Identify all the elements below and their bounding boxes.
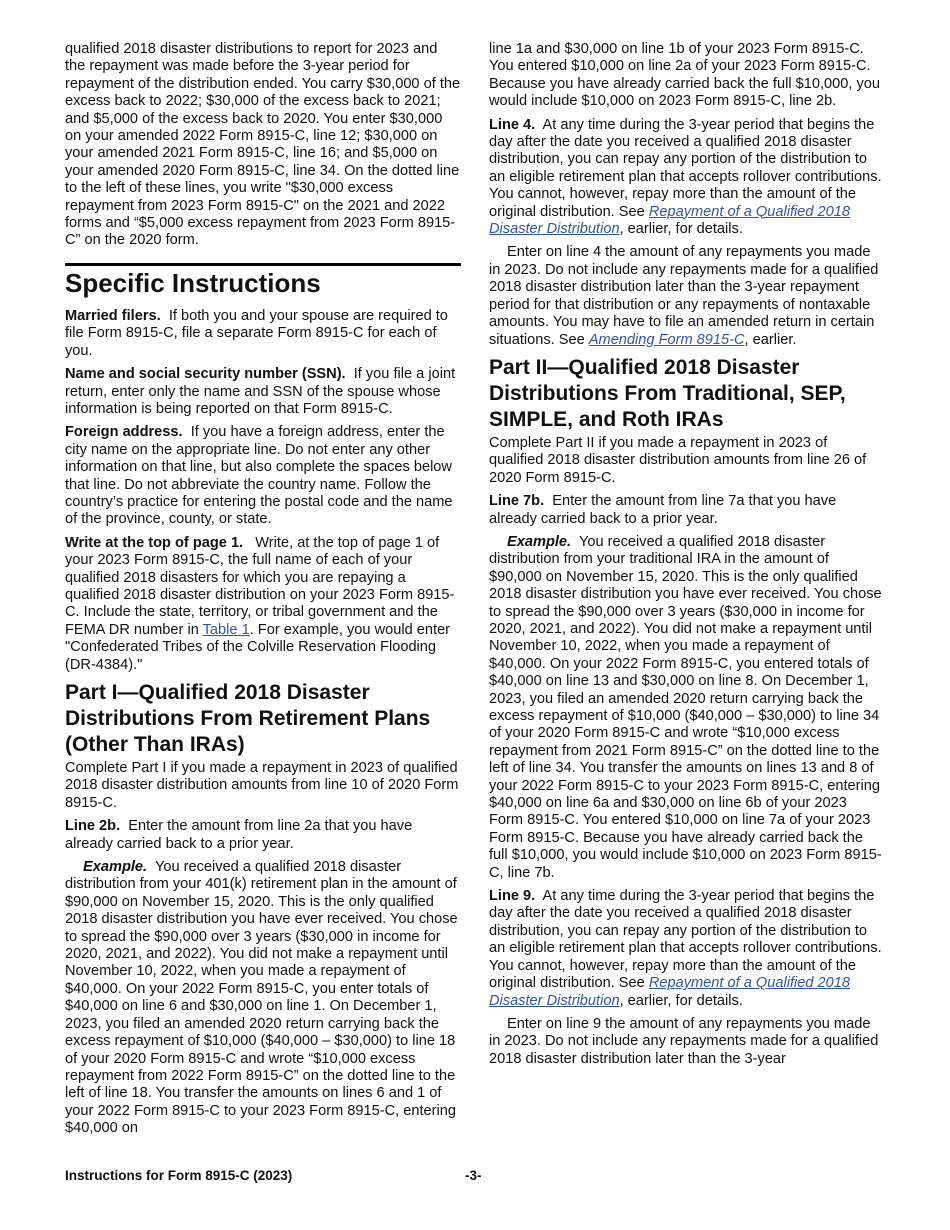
write-top-label: Write at the top of page 1. bbox=[65, 534, 244, 551]
example-paragraph-right bbox=[489, 534, 884, 882]
married-filers-text: If both you and your spouse are required to file Form 8915-C, file a separate Form 8915-C for each of you. bbox=[65, 307, 448, 359]
line-7b-text: Enter the amount from line 7a that you have already carried back to a prior year. bbox=[489, 493, 837, 527]
repayment-link-line-4[interactable]: Repayment of a Qualified 2018 Disaster Distribution bbox=[489, 203, 851, 238]
line-9-label: Line 9. bbox=[489, 888, 536, 905]
repayment-link-line-9[interactable]: Repayment of a Qualified 2018 Disaster Distribution bbox=[489, 975, 851, 1009]
example-text-left: You received a qualified 2018 disaster distribution from your 401(k) retirement plan in the amount of $90,000 on November 15, 2020. This is the only qualified 2018 disaster distribution you have ever received. You chose to spread the $90,000 over 3 years ($30,000 in income for 2020, 2021, and 2022). You did not make a repayment until November 10, 2022, when you made a repayment of $40,000. On your 2022 Form 8915-C, you enter totals of $40,000 on line 6 and $30,000 on line 1. On December 1, 2023, you filed an amended 2020 return carrying back the excess repayment of $10,000 ($40,000 – $30,000) to line 18 of your 2020 Form 8915-C and wrote “$10,000 excess repayment from 2022 Form 8915-C” on the dotted line to the left of line 18. You transfer the amounts on lines 6 and 1 of your 2022 Form 8915-C to your 2023 Form 8915-C, entering $40,000 on bbox=[65, 859, 458, 1137]
line-9-text-end: , earlier, for details. bbox=[619, 992, 743, 1009]
left-column bbox=[65, 41, 461, 1144]
right-column bbox=[489, 41, 884, 1074]
footer-title: Instructions for Form 8915-C (2023) bbox=[65, 1168, 293, 1183]
example-label-left: Example. bbox=[83, 859, 148, 876]
line-7b-paragraph bbox=[489, 493, 884, 528]
part-2-intro: Complete Part II if you made a repayment in 2023 of qualified 2018 disaster distribution amounts from line 26 of 2020 Form 8915-C. bbox=[489, 434, 867, 486]
line-4-second-text: Enter on line 4 the amount of any repayments you made in 2023. Do not include any repayments made for a qualified 2018 disaster distribution later than the 3-year repayment period for that distribution or any repayments of nontaxable amounts. You may have to file an amended return in certain situations. See bbox=[489, 244, 879, 348]
example-paragraph-left bbox=[65, 859, 461, 1138]
line-2b-text: Enter the amount from line 2a that you have already carried back to a prior year. bbox=[65, 818, 413, 852]
line-4-text: At any time during the 3-year period that begins the day after the date you received a qualified 2018 disaster distribution, you can repay any portion of the distribution to an eligible retirement plan that accepts rollover contributions. You cannot, however, repay more than the amount of the original distribution. See bbox=[489, 116, 882, 220]
continuation-paragraph: line 1a and $30,000 on line 1b of your 2023 Form 8915-C. You entered $10,000 on line 2a of your 2023 Form 8915-C. Because you have already carried back the full $10,000, you would include $10,000 on 2023 Form 8915-C, line 2b. bbox=[489, 41, 881, 110]
line-2b-paragraph bbox=[65, 818, 461, 853]
ssn-text: If you file a joint return, enter only the name and SSN of the spouse whose information is being reported on that Form 8915-C. bbox=[65, 366, 456, 417]
intro-paragraph: qualified 2018 disaster distributions to report for 2023 and the repayment was made before the 3-year period for repayment of the distribution ended. You carry $30,000 of the excess back to 2022; $30,000 of the excess back to 2021; and $5,000 of the excess back to 2020. You enter $30,000 on your amended 2022 Form 8915-C, line 12; $30,000 on your amended 2021 Form 8915-C, line 16; and $5,000 on your amended 2020 Form 8915-C, line 34. On the dotted line to the left of these lines, you write "$30,000 excess repayment from 2023 Form 8915-C" on the 2021 and 2022 forms and “$5,000 excess repayment from 2023 Form 8915-C” on the 2020 form. bbox=[65, 41, 461, 249]
section-rule bbox=[65, 263, 461, 266]
write-top-text-end: . For example, you would enter "Confederated Tribes of the Colville Reservation Flooding (DR-4384)." bbox=[65, 621, 451, 673]
example-text-right: You received a qualified 2018 disaster distribution from your traditional IRA in the amount of $90,000 on November 15, 2020. This is the only qualified 2018 disaster distribution you have ever received. You chose to spread the $90,000 over 3 years ($30,000 in income for 2020, 2021, and 2022). You did not make a repayment until November 10, 2022, when you made a repayment of $40,000. On your 2022 Form 8915-C, you entered totals of $40,000 on line 13 and $30,000 on line 8. On December 1, 2023, you filed an amended 2020 return carrying back the excess repayment of $10,000 ($40,000 – $30,000) to line 34 of your 2020 Form 8915-C and wrote “$10,000 excess repayment from 2021 Form 8915-C” on the dotted line to the left of line 34. You transfer the amounts on lines 13 and 8 of your 2022 Form 8915-C to your 2023 Form 8915-C, entering $40,000 on line 6a and $30,000 on line 6b of your 2023 Form 8915-C. You entered $10,000 on line 7a of your 2023 Form 8915-C. Because you have already carried back the full $10,000, you would include $10,000 on 2023 Form 8915-C, line 7b. bbox=[489, 533, 882, 881]
married-filers-label: Married filers. bbox=[65, 307, 161, 324]
line-4-text-end: , earlier, for details. bbox=[619, 221, 743, 238]
example-label-right: Example. bbox=[507, 533, 572, 550]
part-2-heading: Part II—Qualified 2018 Disaster Distributions From Traditional, SEP, SIMPLE, and Roth IRAs bbox=[489, 355, 846, 431]
foreign-address-paragraph bbox=[65, 424, 461, 528]
line-9-paragraph bbox=[489, 888, 884, 1010]
ssn-paragraph bbox=[65, 366, 461, 418]
write-top-text: Write, at the top of page 1 of your 2023 Form 8915-C, the full name of each of your qualified 2018 disasters for which you are repaying a qualified 2018 disaster distribution on your 2023 Form 8915-C. Include the state, territory, or tribal government and the FEMA DR number in bbox=[65, 534, 455, 638]
section-heading: Specific Instructions bbox=[65, 267, 321, 298]
line-9-text: At any time during the 3-year period that begins the day after the date you received a qualified 2018 disaster distribution, you can repay any portion of the distribution to an eligible retirement plan that accepts rollover contributions. You cannot, however, repay more than the amount of the original distribution. See bbox=[489, 888, 882, 992]
part-1-intro: Complete Part I if you made a repayment in 2023 of qualified 2018 disaster distribution amounts from line 10 of 2020 Form 8915-C. bbox=[65, 760, 459, 811]
line-9-second-paragraph: Enter on line 9 the amount of any repayments you made in 2023. Do not include any repayments made for a qualified 2018 disaster distribution later than the 3-year bbox=[489, 1015, 879, 1067]
line-4-label: Line 4. bbox=[489, 116, 536, 133]
line-4-paragraph bbox=[489, 117, 884, 239]
amending-form-link[interactable]: Amending Form 8915-C bbox=[588, 331, 745, 348]
foreign-address-text: If you have a foreign address, enter the city name on the appropriate line. Do not enter any other information on that line, but also complete the spaces below that line. Do not abbreviate the country name. Follow the country’s practice for entering the postal code and the name of the province, county, or state. bbox=[65, 424, 453, 528]
write-top-paragraph bbox=[65, 535, 461, 674]
married-filers-paragraph bbox=[65, 308, 461, 360]
part-1-heading: Part I—Qualified 2018 Disaster Distributions From Retirement Plans (Other Than IRAs) bbox=[65, 681, 431, 756]
line-4-second-paragraph bbox=[489, 244, 884, 348]
table-1-link[interactable]: Table 1 bbox=[202, 621, 250, 638]
line-7b-label: Line 7b. bbox=[489, 493, 545, 510]
ssn-label: Name and social security number (SSN). bbox=[65, 366, 346, 383]
foreign-address-label: Foreign address. bbox=[65, 424, 183, 441]
line-2b-label: Line 2b. bbox=[65, 818, 121, 835]
page-number: -3- bbox=[465, 1168, 482, 1183]
line-4-second-text-end: , earlier. bbox=[744, 331, 797, 348]
